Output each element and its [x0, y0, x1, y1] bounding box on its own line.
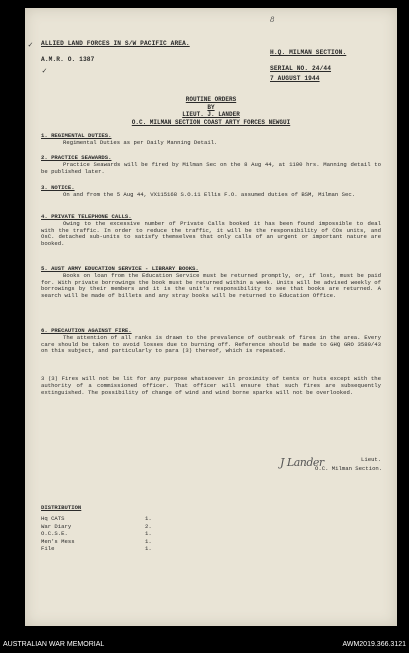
hole-punch-mark: ✓ [28, 41, 33, 50]
quoted-paragraph: 3 (3) Fires will not be lit for any purpose whatsoever in proximity of tents or huts except with the authority of a commissioned officer. That officer will ensure that such fires are subsequently extinguished. The possibility of change of wind and wind borne sparks will not be overlooked. [41, 375, 381, 396]
table-row [41, 523, 152, 530]
archive-footer [0, 638, 409, 653]
distribution-quantity: 1. [145, 515, 152, 523]
distribution-recipient: O.C.S.E. [41, 530, 68, 538]
title-block [25, 96, 397, 126]
handwritten-signature: J Lander [280, 456, 324, 469]
section-body: Regimental Duties as per Daily Manning Detail. [63, 138, 218, 146]
header-date: 7 AUGUST 1944 [270, 75, 320, 82]
title-officer: LIEUT. J. LANDER [182, 111, 240, 118]
document-page [25, 8, 397, 626]
section-heading: 5. AUST ARMY EDUCATION SERVICE - LIBRARY BOOKS. [41, 265, 199, 272]
section-body: Books on loan from the Education Service must be returned promptly, or, if lost, must be paid for. With private borrowings the book must be returned within a week. Units will be advised weekly of borrowings by their members and it is the unit's responsibility to see that books are returned. A search will be made of billets and any stray books will be returned to Education Office. [41, 271, 381, 300]
signature-appointment: O.C. Milman Section. [315, 465, 383, 472]
section-body: Owing to the excessive number of Private Calls booked it has been found impossible to deal with the traffic. In order to reduce the traffic, it will be the responsibility of COs units, and OsC. detached sub-units to satisfy themselves that only calls of an urgent or important nature are booked. [41, 219, 381, 248]
distribution-recipient: War Diary [41, 522, 72, 530]
footer-institution: AUSTRALIAN WAR MEMORIAL [3, 641, 105, 648]
distribution-recipient: Hq CATS [41, 515, 65, 523]
section-heading: 4. PRIVATE TELEPHONE CALLS. [41, 213, 132, 220]
header-hq: H.Q. MILMAN SECTION. [270, 49, 347, 56]
distribution-recipient: Men's Mess [41, 537, 75, 545]
distribution-quantity: 2. [145, 522, 152, 530]
section-heading: 6. PRECAUTION AGAINST FIRE. [41, 327, 132, 334]
distribution-heading: DISTRIBUTION [41, 504, 82, 511]
section-3 [41, 185, 381, 199]
section-5 [41, 266, 381, 300]
table-row [41, 538, 152, 545]
distribution-recipient: File [41, 545, 55, 553]
table-row [41, 515, 152, 522]
section-2 [41, 155, 381, 175]
section-6-quote [41, 376, 381, 396]
section-1 [41, 133, 381, 147]
table-row [41, 545, 152, 552]
title-routine-orders: ROUTINE ORDERS [185, 96, 237, 103]
distribution-list [41, 504, 152, 552]
table-row [41, 530, 152, 537]
section-heading: 2. PRACTICE SEAWARDS. [41, 154, 112, 161]
section-heading: 1. REGIMENTAL DUTIES. [41, 132, 112, 139]
title-by: BY [207, 103, 215, 111]
distribution-quantity: 1. [145, 530, 152, 538]
tick-mark: ✓ [42, 67, 47, 76]
section-body: On and from the 5 Aug 44, VX115168 S.O.11 Ellis F.O. assumed duties of BSM, Milman Sec. [63, 190, 356, 198]
header-organisation: ALLIED LAND FORCES IN S/W PACIFIC AREA. [41, 40, 190, 47]
section-heading: 3. NOTICE. [41, 184, 75, 191]
section-4 [41, 214, 381, 248]
header-serial: SERIAL NO. 24/44 [270, 65, 332, 72]
distribution-quantity: 1. [145, 537, 152, 545]
title-command: O.C. MILMAN SECTION COAST ARTY FORCES NEWGUI [131, 118, 291, 126]
section-6 [41, 328, 381, 355]
signature-rank: Lieut. [361, 456, 382, 463]
page-number-mark: 8 [270, 16, 275, 24]
section-body: The attention of all ranks is drawn to the prevalence of outbreak of fires in the area. Every care should be taken to avoid losses due to burning off. Reference should be made to GHQ GRO 3580/43 on this subject, and particularly to para (3) thereof, which is repeated. [41, 333, 381, 355]
distribution-table [41, 515, 152, 552]
distribution-quantity: 1. [145, 545, 152, 553]
header-reference: A.M.R. O. 1387 [41, 56, 95, 63]
footer-accession-number: AWM2019.366.3121 [342, 641, 406, 648]
section-body: Practice Seawards will be fired by Milman Sec on the 8 Aug 44, at 1100 hrs. Manning detail to be published later. [41, 160, 381, 175]
